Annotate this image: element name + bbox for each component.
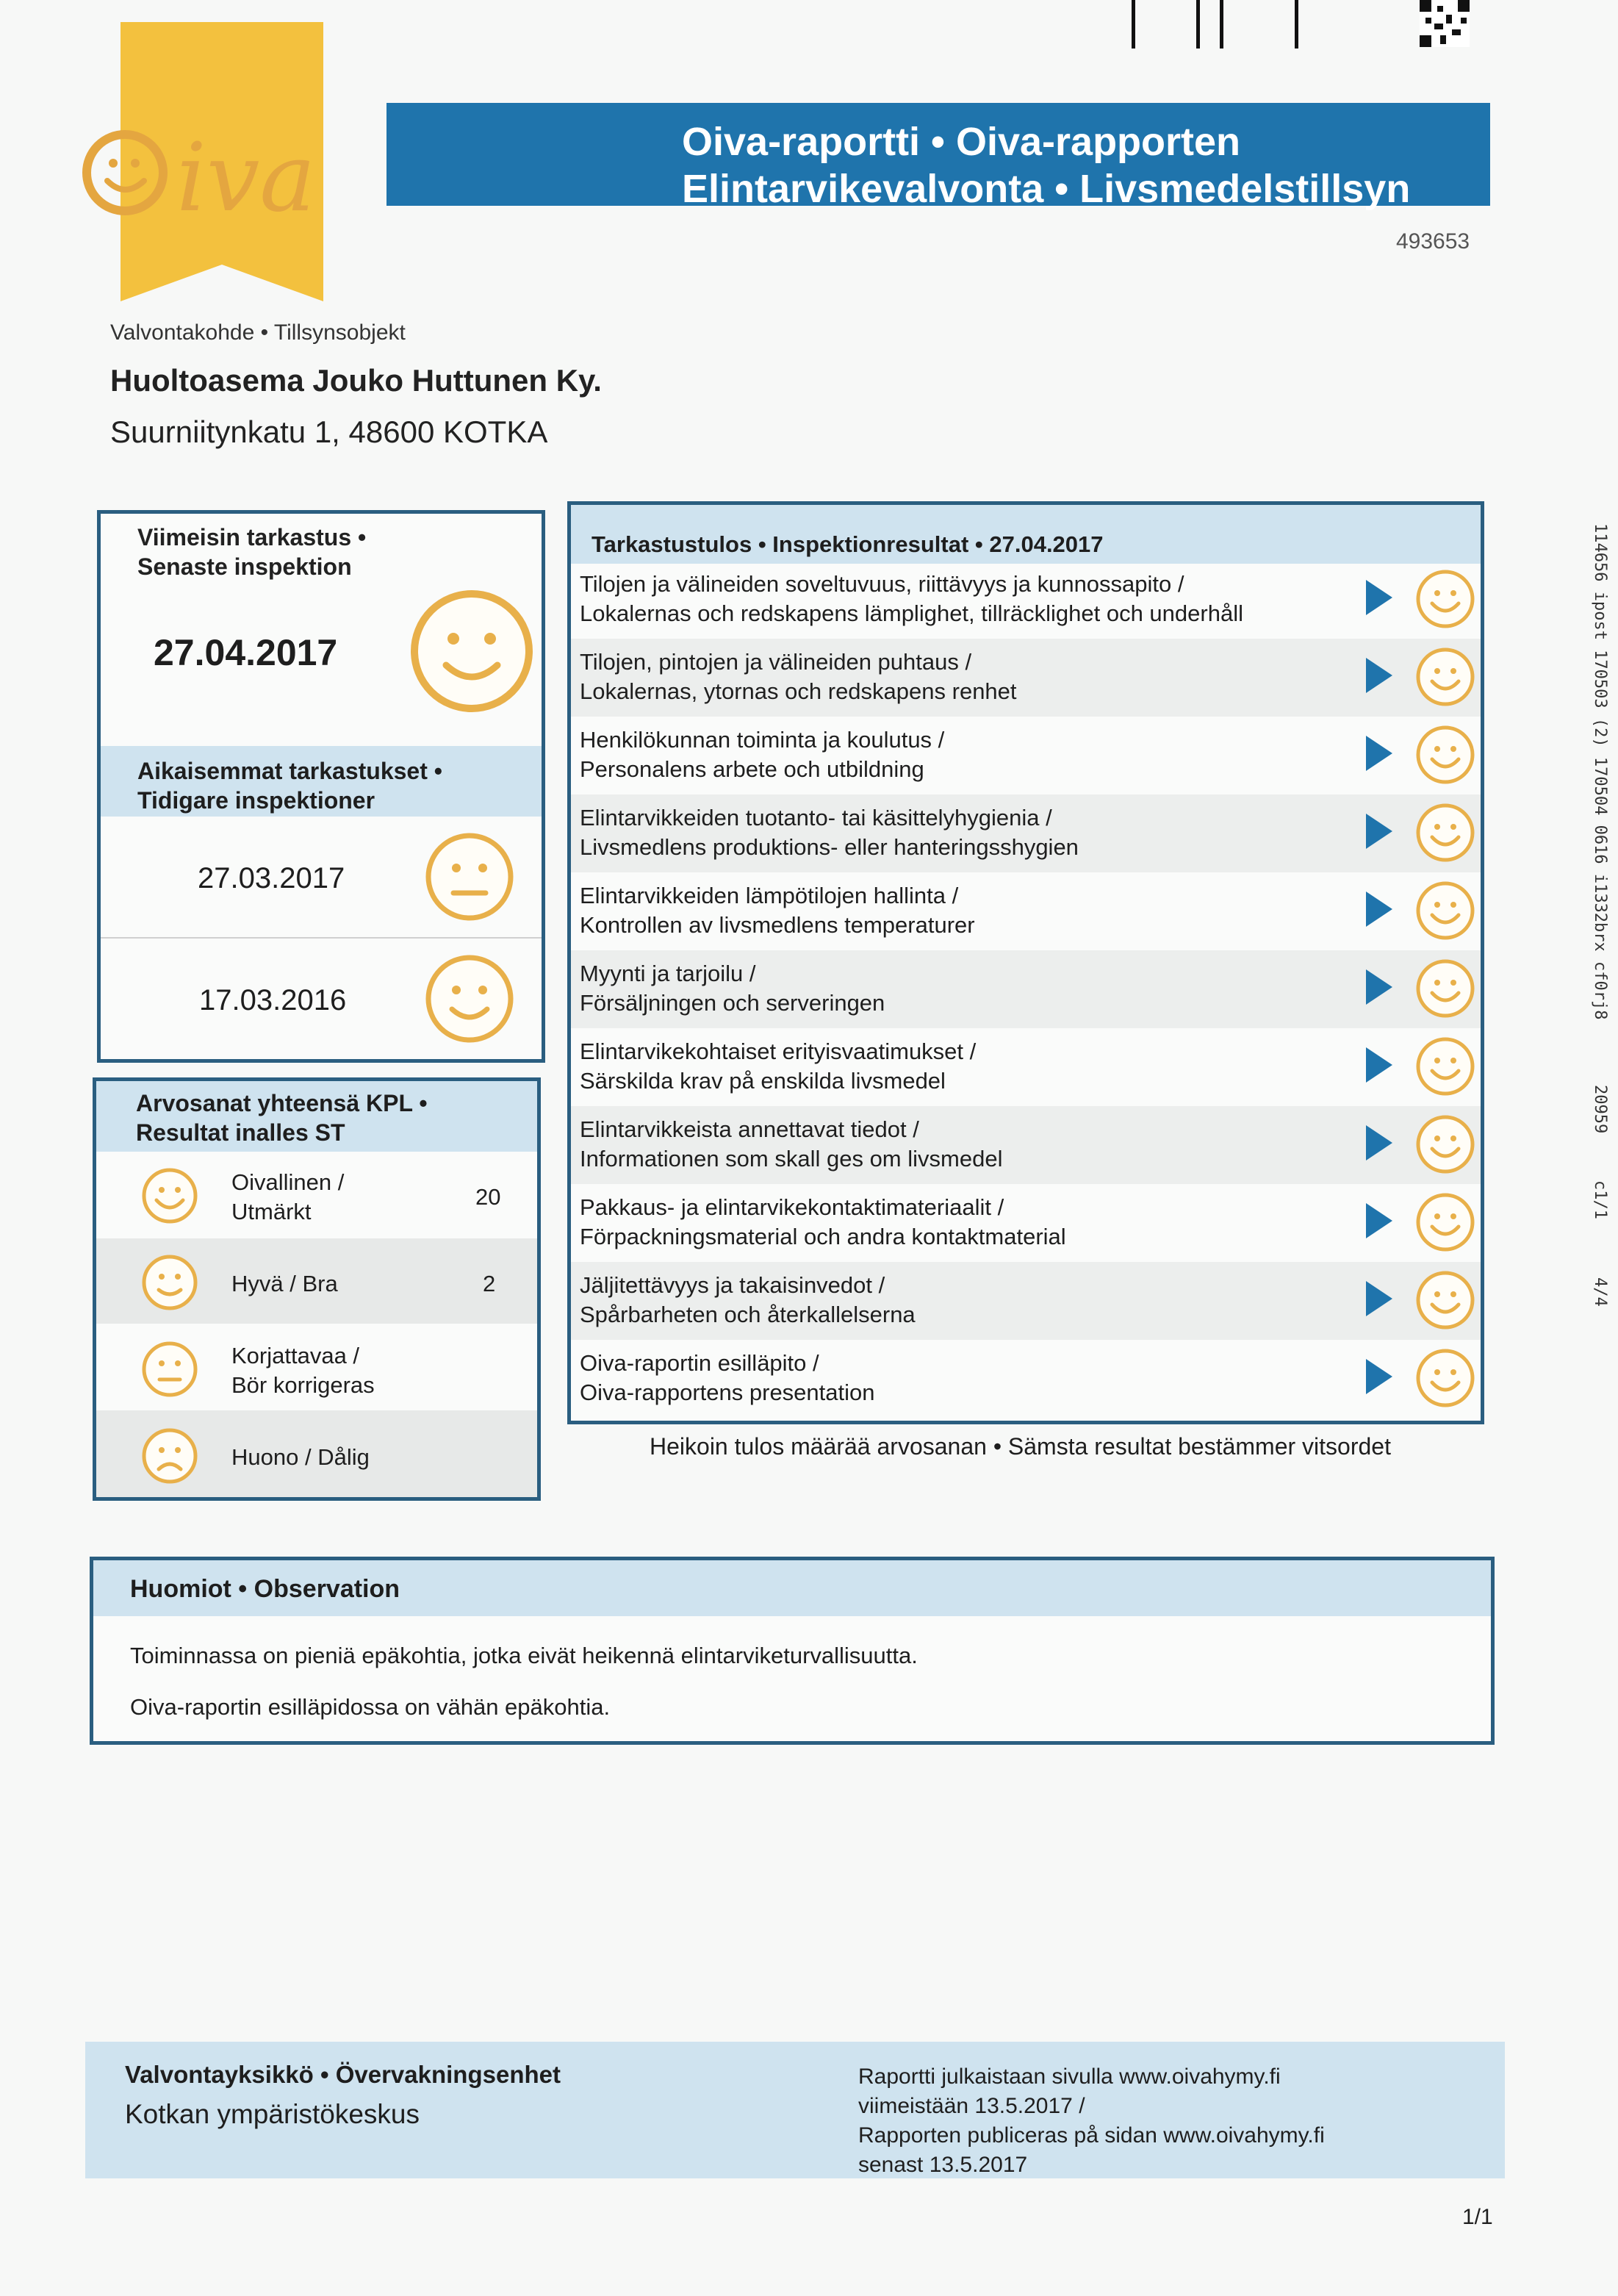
grade-label-sv: Bör korrigeras xyxy=(231,1372,375,1398)
grades-label-sv: Resultat inalles ST xyxy=(136,1119,345,1146)
play-arrow-icon xyxy=(1366,1203,1392,1238)
grade-label: Oivallinen / xyxy=(231,1169,345,1195)
result-row xyxy=(571,950,1481,1028)
excellent-face-icon xyxy=(1414,568,1476,630)
previous-date: 27.03.2017 xyxy=(198,862,345,894)
result-label-fi: Myynti ja tarjoilu / xyxy=(580,961,756,986)
play-arrow-icon xyxy=(1366,1359,1392,1394)
print-number: 20959 xyxy=(1591,1085,1609,1134)
row-divider xyxy=(101,937,542,939)
previous-label-fi: Aikaisemmat tarkastukset • xyxy=(137,758,442,784)
latest-label-fi: Viimeisin tarkastus • xyxy=(137,524,367,550)
result-row xyxy=(571,1262,1481,1340)
report-subtitle: Elintarvikevalvonta • Livsmedelstillsyn xyxy=(682,167,1411,211)
observation-line: Toiminnassa on pieniä epäkohtia, jotka eivät heikennä elintarviketurvallisuutta. xyxy=(130,1643,918,1668)
result-label-sv: Informationen som skall ges om livsmedel xyxy=(580,1146,1003,1172)
result-row xyxy=(571,1106,1481,1184)
grade-count: 2 xyxy=(483,1271,496,1296)
excellent-face-icon xyxy=(1414,802,1476,864)
grade-label: Korjattavaa / xyxy=(231,1343,360,1368)
supervision-unit-name: Kotkan ympäristökeskus xyxy=(125,2099,420,2129)
latest-date: 27.04.2017 xyxy=(154,632,338,673)
result-row xyxy=(571,1184,1481,1262)
result-label-sv: Försäljningen och serveringen xyxy=(580,990,885,1016)
result-row xyxy=(571,794,1481,872)
publish-line: Raportti julkaistaan sivulla www.oivahymy.fi xyxy=(858,2064,1281,2089)
result-label-sv: Personalens arbete och utbildning xyxy=(580,756,924,782)
play-arrow-icon xyxy=(1366,814,1392,849)
target-label: Valvontakohde • Tillsynsobjekt xyxy=(110,320,406,345)
result-row xyxy=(571,1340,1481,1418)
result-row xyxy=(571,872,1481,950)
play-arrow-icon xyxy=(1366,736,1392,771)
play-arrow-icon xyxy=(1366,580,1392,615)
grade-label-sv: Utmärkt xyxy=(231,1199,312,1224)
excellent-face-icon xyxy=(1414,1113,1476,1175)
excellent-face-icon xyxy=(1414,880,1476,941)
grades-summary-box xyxy=(93,1077,541,1501)
publish-info xyxy=(858,2062,1325,2180)
result-label-sv: Spårbarheten och återkallelserna xyxy=(580,1302,916,1327)
excellent-face-icon xyxy=(140,1166,199,1225)
report-title-fi-sv: Oiva-raportti • Oiva-rapporten xyxy=(682,120,1241,164)
observations-box xyxy=(90,1557,1495,1745)
publish-line: Rapporten publiceras på sidan www.oivahymy.fi xyxy=(858,2123,1325,2148)
result-label-sv: Livsmedlens produktions- eller hanteringsshygien xyxy=(580,834,1079,860)
target-address: Suurniitynkatu 1, 48600 KOTKA xyxy=(110,415,548,449)
print-code: 114656 ipost 170503 (2) 170504 0616 i1332brx cf0rj8 xyxy=(1591,523,1609,1020)
excellent-face-icon xyxy=(1414,724,1476,786)
print-sheet: c1/1 xyxy=(1591,1180,1609,1219)
happy-face-icon xyxy=(140,1253,199,1312)
neutral-face-icon xyxy=(424,831,515,922)
publish-line: viimeistään 13.5.2017 / xyxy=(858,2094,1085,2118)
excellent-face-icon xyxy=(1414,646,1476,708)
publish-line: senast 13.5.2017 xyxy=(858,2153,1028,2177)
play-arrow-icon xyxy=(1366,1125,1392,1160)
result-label-fi: Pakkaus- ja elintarvikekontaktimateriaalit / xyxy=(580,1194,1004,1220)
previous-label-sv: Tidigare inspektioner xyxy=(137,787,375,814)
result-label-sv: Oiva-rapportens presentation xyxy=(580,1380,875,1405)
result-label-fi: Jäljitettävyys ja takaisinvedot / xyxy=(580,1272,885,1298)
grades-label-fi: Arvosanat yhteensä KPL • xyxy=(136,1090,428,1116)
results-title: Tarkastustulos • Inspektionresultat • 27.04.2017 xyxy=(592,531,1104,557)
qr-code-icon xyxy=(1420,0,1470,47)
neutral-face-icon xyxy=(140,1340,199,1399)
supervision-unit-label: Valvontayksikkö • Övervakningsenhet xyxy=(125,2061,561,2088)
result-label-sv: Lokalernas och redskapens lämplighet, tillräcklighet och underhåll xyxy=(580,600,1243,626)
play-arrow-icon xyxy=(1366,658,1392,693)
excellent-face-icon xyxy=(1414,1191,1476,1253)
target-name: Huoltoasema Jouko Huttunen Ky. xyxy=(110,363,602,398)
barcode-mark xyxy=(1220,0,1223,49)
play-arrow-icon xyxy=(1366,1281,1392,1316)
grade-label: Huono / Dålig xyxy=(231,1444,370,1470)
result-label-fi: Tilojen, pintojen ja välineiden puhtaus / xyxy=(580,649,972,675)
result-label-fi: Elintarvikekohtaiset erityisvaatimukset / xyxy=(580,1038,977,1064)
result-label-fi: Elintarvikkeiden lämpötilojen hallinta / xyxy=(580,883,959,908)
barcode-mark xyxy=(1295,0,1298,49)
result-label-fi: Henkilökunnan toiminta ja koulutus / xyxy=(580,727,945,753)
happy-face-icon xyxy=(424,953,515,1044)
result-label-fi: Elintarvikkeista annettavat tiedot / xyxy=(580,1116,919,1142)
result-label-fi: Oiva-raportin esilläpito / xyxy=(580,1350,819,1376)
previous-date: 17.03.2016 xyxy=(199,984,347,1016)
excellent-face-icon xyxy=(1414,1269,1476,1331)
sad-face-icon xyxy=(140,1427,199,1485)
print-pages: 4/4 xyxy=(1591,1277,1609,1307)
latest-label-sv: Senaste inspektion xyxy=(137,553,352,580)
inspection-results-box xyxy=(567,501,1484,1424)
grade-label: Hyvä / Bra xyxy=(231,1271,338,1296)
result-label-fi: Tilojen ja välineiden soveltuvuus, riittävyys ja kunnossapito / xyxy=(580,571,1184,597)
barcode-mark xyxy=(1196,0,1200,49)
happy-face-icon xyxy=(409,589,534,714)
results-note: Heikoin tulos määrää arvosanan • Sämsta resultat bestämmer vitsordet xyxy=(650,1433,1391,1460)
result-label-fi: Elintarvikkeiden tuotanto- tai käsittelyhygienia / xyxy=(580,805,1052,830)
result-label-sv: Lokalernas, ytornas och redskapens renhet xyxy=(580,678,1017,704)
excellent-face-icon xyxy=(1414,1036,1476,1097)
inspection-history-box xyxy=(97,510,545,1063)
result-row xyxy=(571,1028,1481,1106)
barcode-mark xyxy=(1132,0,1135,49)
page-number: 1/1 xyxy=(1462,2205,1493,2229)
result-row xyxy=(571,639,1481,717)
play-arrow-icon xyxy=(1366,1047,1392,1083)
excellent-face-icon xyxy=(1414,1347,1476,1409)
report-id: 493653 xyxy=(1396,229,1470,254)
result-label-sv: Särskilda krav på enskilda livsmedel xyxy=(580,1068,946,1094)
excellent-face-icon xyxy=(1414,958,1476,1019)
grade-count: 20 xyxy=(475,1184,501,1210)
result-row xyxy=(571,717,1481,794)
result-label-sv: Kontrollen av livsmedlens temperaturer xyxy=(580,912,975,938)
oiva-logo-letters: iva xyxy=(176,123,316,233)
play-arrow-icon xyxy=(1366,892,1392,927)
observation-line: Oiva-raportin esilläpidossa on vähän epäkohtia. xyxy=(130,1694,611,1720)
observations-title: Huomiot • Observation xyxy=(130,1575,400,1603)
result-row xyxy=(571,561,1481,639)
result-label-sv: Förpackningsmaterial och andra kontaktmaterial xyxy=(580,1224,1066,1249)
play-arrow-icon xyxy=(1366,969,1392,1005)
